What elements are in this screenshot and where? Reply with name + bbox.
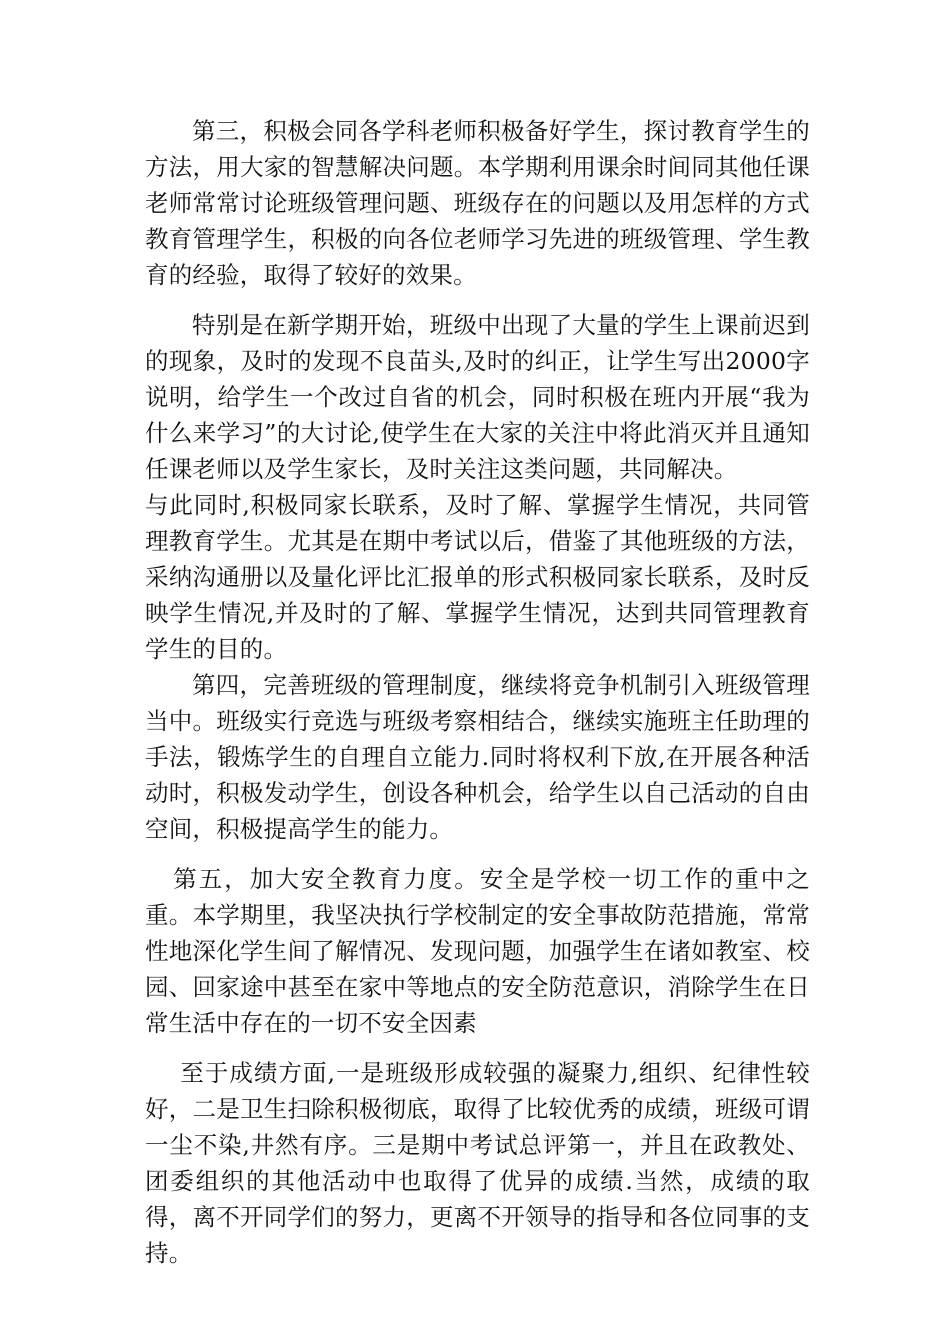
paragraph-achievements: 至于成绩方面,一是班级形成较强的凝聚力,组织、纪律性较好，二是卫生扫除积极彻底，取得了比较优秀的成绩，班级可谓一尘不染,井然有序。三是期中考试总评第一，并且在政教处、团委组织的其他活动中也取得了优异的成绩.当然，成绩的取得，离不开同学们的努力，更离不开领导的指导和各位同事的支持。 bbox=[145, 1059, 810, 1267]
paragraph-fourth-point: 第四，完善班级的管理制度，继续将竞争机制引入班级管理当中。班级实行竞选与班级考察相结合，继续实施班主任助理的手法，锻炼学生的自理自立能力.同时将权利下放,在开展各种活动时，积极发动学生，创设各种机会，给学生以自己活动的自由空间，积极提高学生的能力。 bbox=[145, 671, 810, 843]
document-body bbox=[145, 113, 810, 1271]
paragraph-third-point: 第三，积极会同各学科老师积极备好学生，探讨教育学生的方法，用大家的智慧解决问题。本学期利用课余时间同其他任课老师常常讨论班级管理问题、班级存在的问题以及用怎样的方式教育管理学生，积极的向各位老师学习先进的班级管理、学生教育的经验，取得了较好的效果。 bbox=[145, 117, 810, 289]
paragraph-fifth-point: 第五，加大安全教育力度。安全是学校一切工作的重中之重。本学期里，我坚决执行学校制定的安全事故防范措施，常常性地深化学生间了解情况、发现问题，加强学生在诸如教室、校园、回家途中甚至在家中等地点的安全防范意识，消除学生在日常生活中存在的一切不安全因素 bbox=[145, 865, 810, 1037]
paragraph-lateness-issue: 特别是在新学期开始，班级中出现了大量的学生上课前迟到的现象，及时的发现不良苗头,及时的纠正，让学生写出2000字说明，给学生一个改过自省的机会，同时积极在班内开展“我为什么来学习”的大讨论,使学生在大家的关注中将此消灭并且通知任课老师以及学生家长，及时关注这类问题，共同解决。 bbox=[145, 311, 810, 483]
paragraph-parent-contact: 与此同时,积极同家长联系，及时了解、掌握学生情况，共同管理教育学生。尤其是在期中考试以后，借鉴了其他班级的方法，采纳沟通册以及量化评比汇报单的形式积极同家长联系，及时反映学生情况,并及时的了解、掌握学生情况，达到共同管理教育学生的目的。 bbox=[145, 491, 810, 663]
